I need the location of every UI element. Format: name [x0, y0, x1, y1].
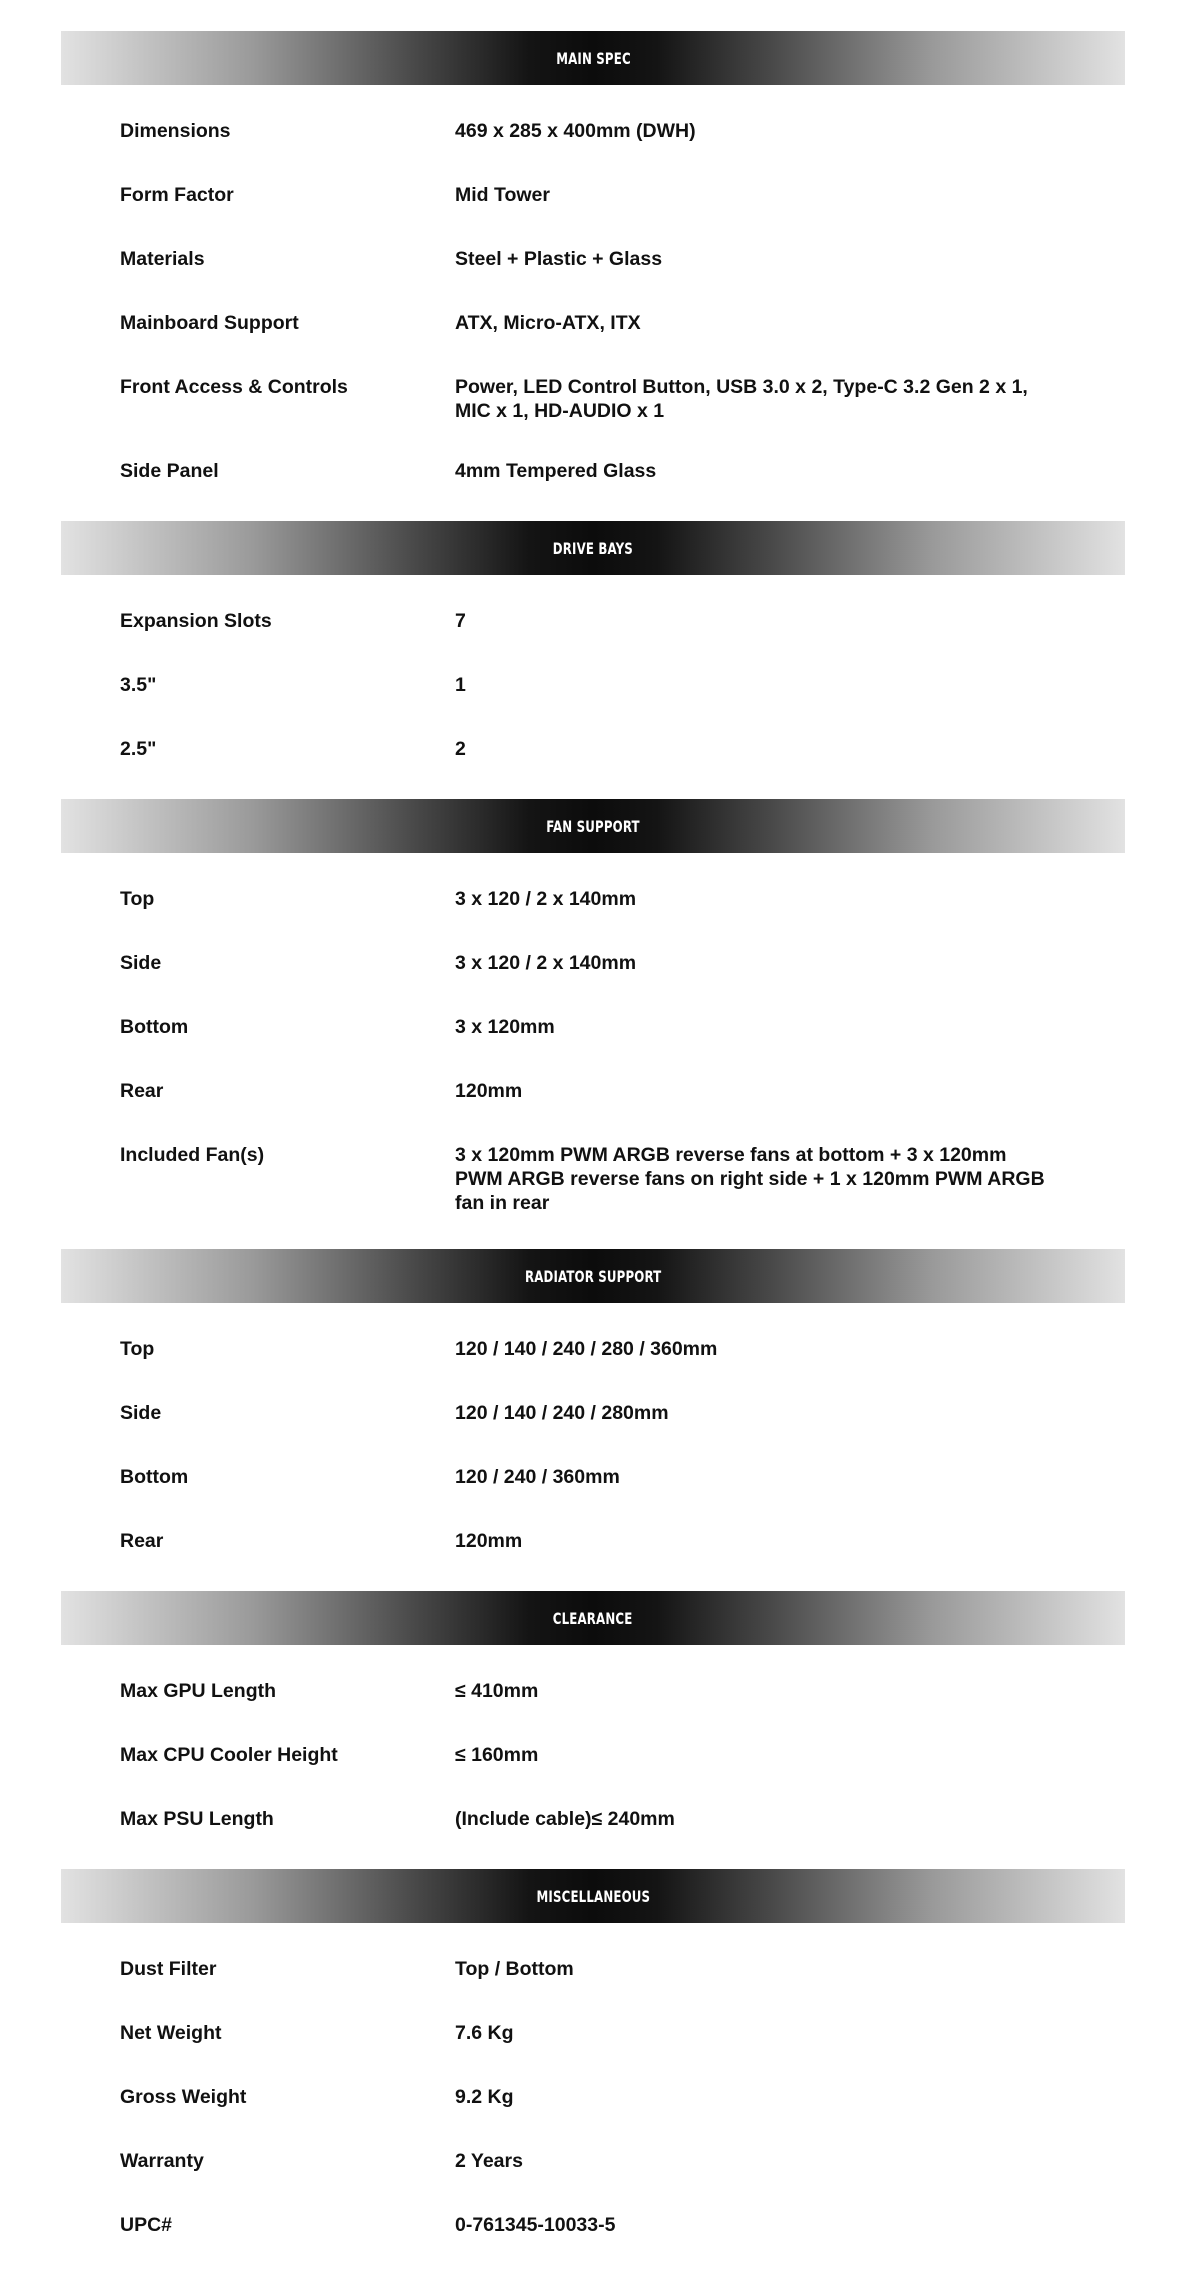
spec-row — [61, 2067, 1125, 2131]
spec-row — [61, 357, 1125, 441]
spec-value: 3 x 120 / 2 x 140mm — [455, 952, 637, 974]
spec-label: Expansion Slots — [120, 610, 272, 632]
spec-label: Side — [120, 952, 162, 974]
spec-section — [61, 521, 1125, 799]
spec-value: 120 / 240 / 360mm — [455, 1466, 620, 1488]
spec-row — [61, 1725, 1125, 1789]
spec-row — [61, 1319, 1125, 1383]
spec-value: ≤ 160mm — [455, 1744, 539, 1766]
spec-row — [61, 869, 1125, 933]
spec-section — [61, 1869, 1125, 2275]
spec-label: Dust Filter — [120, 1958, 217, 1980]
spec-list — [61, 1303, 1125, 1591]
spec-label: 3.5" — [120, 674, 157, 696]
spec-value: Steel + Plastic + Glass — [455, 248, 663, 270]
spec-value: 469 x 285 x 400mm (DWH) — [455, 120, 696, 142]
section-header — [61, 31, 1125, 85]
section-title: RADIATOR SUPPORT — [524, 1266, 662, 1286]
spec-row — [61, 1447, 1125, 1511]
spec-label: Max CPU Cooler Height — [120, 1744, 338, 1766]
spec-value: (Include cable)≤ 240mm — [455, 1808, 675, 1830]
spec-list — [61, 853, 1125, 1249]
spec-value: 7 — [455, 610, 466, 632]
spec-value: 9.2 Kg — [455, 2086, 514, 2108]
spec-label: Top — [120, 1338, 155, 1360]
spec-list — [61, 85, 1125, 521]
section-header — [61, 799, 1125, 853]
spec-value: Power, LED Control Button, USB 3.0 x 2, Type-C 3.2 Gen 2 x 1, MIC x 1, HD-AUDIO x 1 — [455, 376, 1028, 422]
spec-label: Included Fan(s) — [120, 1144, 265, 1166]
spec-value: 120mm — [455, 1530, 523, 1552]
spec-section — [61, 31, 1125, 521]
section-header — [61, 521, 1125, 575]
spec-row — [61, 1511, 1125, 1575]
spec-value: 2 — [455, 738, 466, 760]
spec-row — [61, 591, 1125, 655]
spec-value: Mid Tower — [455, 184, 550, 206]
spec-value: 3 x 120mm PWM ARGB reverse fans at bottom + 3 x 120mm PWM ARGB reverse fans on right side + 1 x 120mm PWM ARGB fan in rear — [455, 1144, 1045, 1214]
spec-value: 3 x 120 / 2 x 140mm — [455, 888, 637, 910]
spec-value: 7.6 Kg — [455, 2022, 514, 2044]
spec-list — [61, 1645, 1125, 1869]
spec-row — [61, 933, 1125, 997]
spec-value: 120mm — [455, 1080, 523, 1102]
spec-label: Mainboard Support — [120, 312, 299, 334]
section-title: CLEARANCE — [553, 1608, 633, 1628]
spec-label: Dimensions — [120, 120, 231, 142]
spec-label: Side Panel — [120, 460, 219, 482]
spec-value: 120 / 140 / 240 / 280 / 360mm — [455, 1338, 718, 1360]
spec-row — [61, 441, 1125, 505]
spec-label: Front Access & Controls — [120, 376, 348, 398]
spec-section — [61, 1591, 1125, 1869]
spec-row — [61, 1789, 1125, 1853]
spec-section — [61, 1249, 1125, 1591]
section-header — [61, 1249, 1125, 1303]
spec-label: Top — [120, 888, 155, 910]
spec-value: ≤ 410mm — [455, 1680, 539, 1702]
spec-row — [61, 719, 1125, 783]
spec-value: 0-761345-10033-5 — [455, 2214, 616, 2236]
section-title: DRIVE BAYS — [552, 538, 634, 558]
spec-label: Bottom — [120, 1466, 189, 1488]
spec-label: Warranty — [120, 2150, 204, 2172]
spec-row — [61, 997, 1125, 1061]
spec-list — [61, 1923, 1125, 2275]
spec-row — [61, 1383, 1125, 1447]
spec-row — [61, 2003, 1125, 2067]
spec-row — [61, 229, 1125, 293]
spec-row — [61, 165, 1125, 229]
spec-row — [61, 2195, 1125, 2259]
spec-label: Max GPU Length — [120, 1680, 277, 1702]
spec-row — [61, 1939, 1125, 2003]
spec-row — [61, 1661, 1125, 1725]
spec-label: Form Factor — [120, 184, 234, 206]
section-title: MISCELLANEOUS — [536, 1886, 650, 1906]
spec-row — [61, 1061, 1125, 1125]
section-header — [61, 1869, 1125, 1923]
spec-row — [61, 655, 1125, 719]
spec-row — [61, 293, 1125, 357]
spec-label: Gross Weight — [120, 2086, 247, 2108]
spec-label: Side — [120, 1402, 162, 1424]
spec-sheet — [61, 31, 1125, 2275]
spec-label: Net Weight — [120, 2022, 222, 2044]
spec-row — [61, 101, 1125, 165]
section-header — [61, 1591, 1125, 1645]
spec-value: ATX, Micro-ATX, ITX — [455, 312, 641, 334]
spec-value: 2 Years — [455, 2150, 523, 2172]
spec-label: Bottom — [120, 1016, 189, 1038]
section-title: FAN SUPPORT — [546, 816, 640, 836]
spec-value: 3 x 120mm — [455, 1016, 555, 1038]
spec-label: Rear — [120, 1530, 164, 1552]
spec-row — [61, 1125, 1125, 1233]
spec-list — [61, 575, 1125, 799]
spec-value: 120 / 140 / 240 / 280mm — [455, 1402, 669, 1424]
spec-label: 2.5" — [120, 738, 157, 760]
spec-label: Rear — [120, 1080, 164, 1102]
spec-value: 4mm Tempered Glass — [455, 460, 657, 482]
spec-label: UPC# — [120, 2214, 173, 2236]
spec-value: Top / Bottom — [455, 1958, 574, 1980]
section-title: MAIN SPEC — [555, 48, 631, 68]
spec-label: Materials — [120, 248, 205, 270]
spec-value: 1 — [455, 674, 466, 696]
spec-label: Max PSU Length — [120, 1808, 274, 1830]
spec-section — [61, 799, 1125, 1249]
spec-row — [61, 2131, 1125, 2195]
